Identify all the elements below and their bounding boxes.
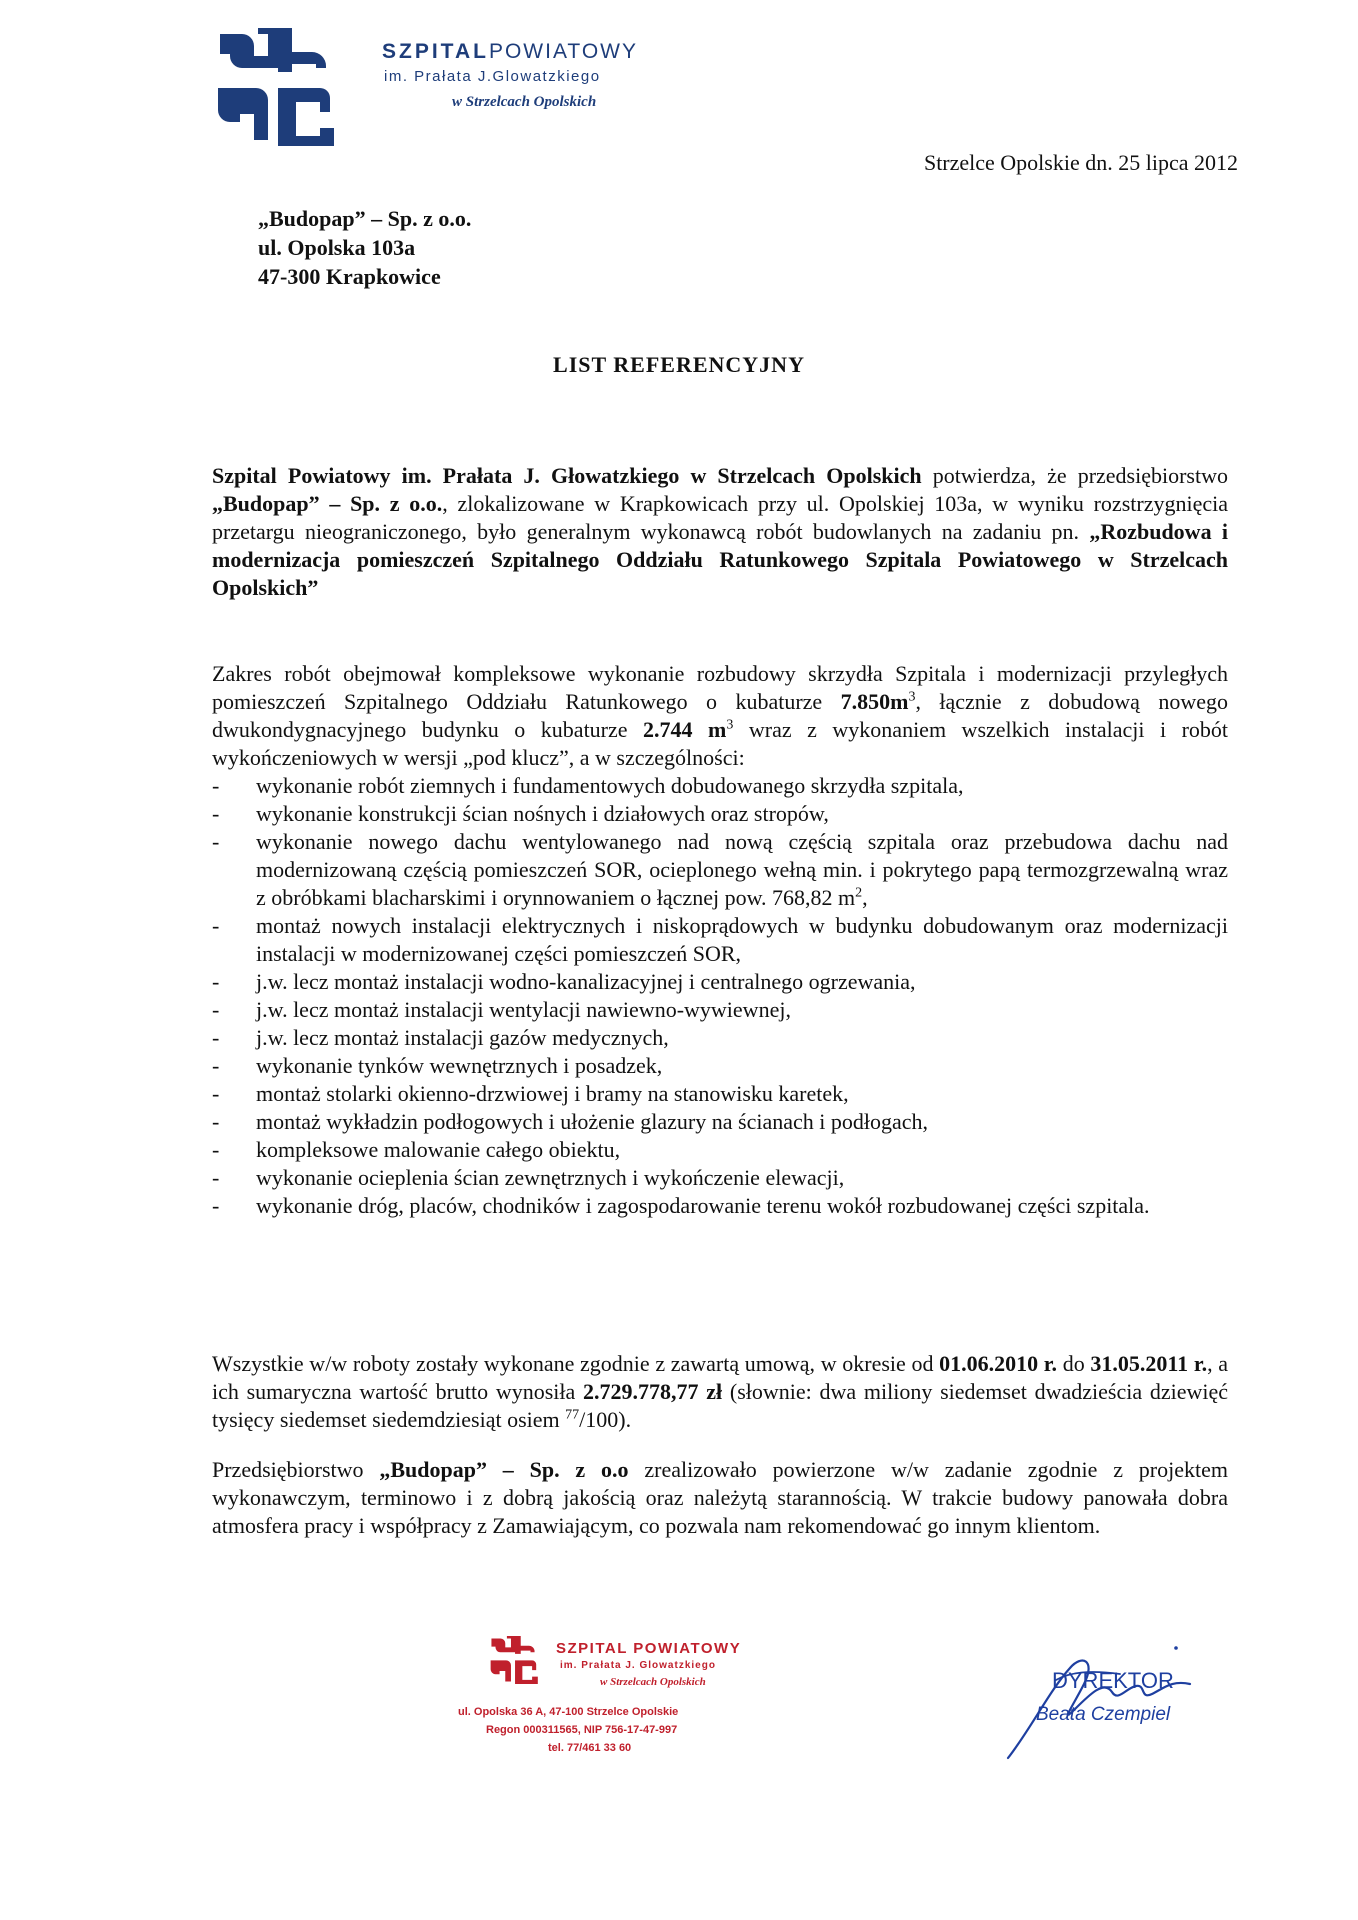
letter-title: LIST REFERENCYJNY bbox=[553, 352, 805, 377]
recipient-address bbox=[258, 204, 471, 291]
stamp-phone: tel. 77/461 33 60 bbox=[548, 1742, 632, 1754]
list-item: - wykonanie konstrukcji ścian nośnych i działowych oraz stropów, bbox=[212, 801, 829, 826]
handwritten-signature bbox=[1000, 1640, 1220, 1770]
stamp-place: w Strzelcach Opolskich bbox=[600, 1676, 706, 1688]
list-item: - montaż stolarki okienno-drzwiowej i bramy na stanowisku karetek, bbox=[212, 1081, 849, 1106]
stamp-name: SZPITAL POWIATOWY bbox=[556, 1640, 742, 1657]
paragraph-3: Wszystkie w/w roboty zostały wykonane zgodnie z zawartą umową, w okresie od 01.06.2010 r. do 31.05.2011 r., a ich sumaryczna wartość brutto wynosiła 2.729.778,77 zł (słownie: dwa miliony siedemset dwadzieścia dziewięć tysięcy siedemset siedemdziesiąt osiem $^{77}$/100). bbox=[212, 1351, 1229, 1432]
stamp-registry: Regon 000311565, NIP 756-17-47-997 bbox=[486, 1724, 678, 1736]
recipient-line-2: ul. Opolska 103a bbox=[258, 235, 416, 260]
list-item: - montaż nowych instalacji elektrycznych i niskoprądowych w budynku dobudowanym oraz modernizacji instalacji w modernizowanej części pomieszczeń SOR, bbox=[212, 913, 1228, 966]
letter-date: Strzelce Opolskie dn. 25 lipca 2012 bbox=[923, 150, 1238, 175]
letterhead-name: SZPITALPOWIATOWY bbox=[382, 40, 639, 63]
list-item: - wykonanie tynków wewnętrznych i posadzek, bbox=[212, 1053, 663, 1078]
hospital-logo-icon bbox=[212, 28, 334, 146]
list-item: - j.w. lecz montaż instalacji wentylacji nawiewno-wywiewnej, bbox=[212, 997, 791, 1022]
list-item: - montaż wykładzin podłogowych i ułożenie glazury na ścianach i podłogach, bbox=[212, 1109, 929, 1134]
recipient-line-1: „Budopap” – Sp. z o.o. bbox=[258, 206, 472, 231]
stamp-address: ul. Opolska 36 A, 47-100 Strzelce Opolskie bbox=[458, 1706, 679, 1718]
scope-list bbox=[212, 772, 1228, 1220]
list-item: - wykonanie dróg, placów, chodników i zagospodarowanie terenu wokół rozbudowanej części szpitala. bbox=[212, 1193, 1150, 1218]
stamp-logo-icon bbox=[488, 1636, 538, 1684]
list-item: - kompleksowe malowanie całego obiektu, bbox=[212, 1137, 621, 1162]
signature-name: Beata Czempiel bbox=[1036, 1704, 1171, 1725]
signature-title: DYREKTOR bbox=[1052, 1668, 1174, 1693]
list-item: - j.w. lecz montaż instalacji wodno-kanalizacyjnej i centralnego ogrzewania, bbox=[212, 969, 916, 994]
stamp-subtitle: im. Prałata J. Glowatzkiego bbox=[560, 1660, 716, 1671]
list-item: - wykonanie robót ziemnych i fundamentowych dobudowanego skrzydła szpitala, bbox=[212, 773, 964, 798]
list-item: - wykonanie nowego dachu wentylowanego nad nową częścią szpitala oraz przebudowa dachu nad modernizowaną częścią pomieszczeń SOR, ocieplonego wełną min. i pokrytego papą termozgrzewalną wraz z obróbkami blacharskimi i orynnowaniem o łącznej pow. 768,82 $m^2$, bbox=[212, 829, 1228, 910]
paragraph-2: Zakres robót obejmował kompleksowe wykonanie rozbudowy skrzydła Szpitala i modernizacji przyległych pomieszczeń Szpitalnego Oddziału Ratunkowego o kubaturze $7.850m^3$, łącznie z dobudową nowego dwukondygnacyjnego budynku o kubaturze 2.744 $m^3$ wraz z wykonaniem wszelkich instalacji i robót wykończeniowych w wersji „pod klucz”, a w szczególności: bbox=[212, 661, 1229, 770]
paragraph-1: Szpital Powiatowy im. Prałata J. Głowatzkiego w Strzelcach Opolskich potwierdza, że przedsiębiorstwo „Budopap” – Sp. z o.o., zlokalizowane w Krapkowicach przy ul. Opolskiej 103a, w wyniku rozstrzygnięcia przetargu nieograniczonego, było generalnym wykonawcą robót budowlanych na zadaniu pn. „Rozbudowa i modernizacja pomieszczeń Szpitalnego Oddziału Ratunkowego Szpitala Powiatowego w Strzelcach Opolskich” bbox=[212, 463, 1228, 600]
recipient-line-3: 47-300 Krapkowice bbox=[258, 264, 441, 289]
list-item: - wykonanie ocieplenia ścian zewnętrznych i wykończenie elewacji, bbox=[212, 1165, 845, 1190]
letterhead-subtitle: im. Prałata J.Glowatzkiego bbox=[384, 68, 601, 85]
paragraph-4: Przedsiębiorstwo „Budopap” – Sp. z o.o zrealizowało powierzone w/w zadanie zgodnie z projektem wykonawczym, terminowo i z dobrą jakością oraz należytą starannością. W trakcie budowy panowała dobra atmosfera pracy i współpracy z Zamawiającym, co pozwala nam rekomendować go innym klientom. bbox=[212, 1457, 1228, 1538]
letterhead-place: w Strzelcach Opolskich bbox=[452, 94, 597, 110]
list-item: - j.w. lecz montaż instalacji gazów medycznych, bbox=[212, 1025, 669, 1050]
